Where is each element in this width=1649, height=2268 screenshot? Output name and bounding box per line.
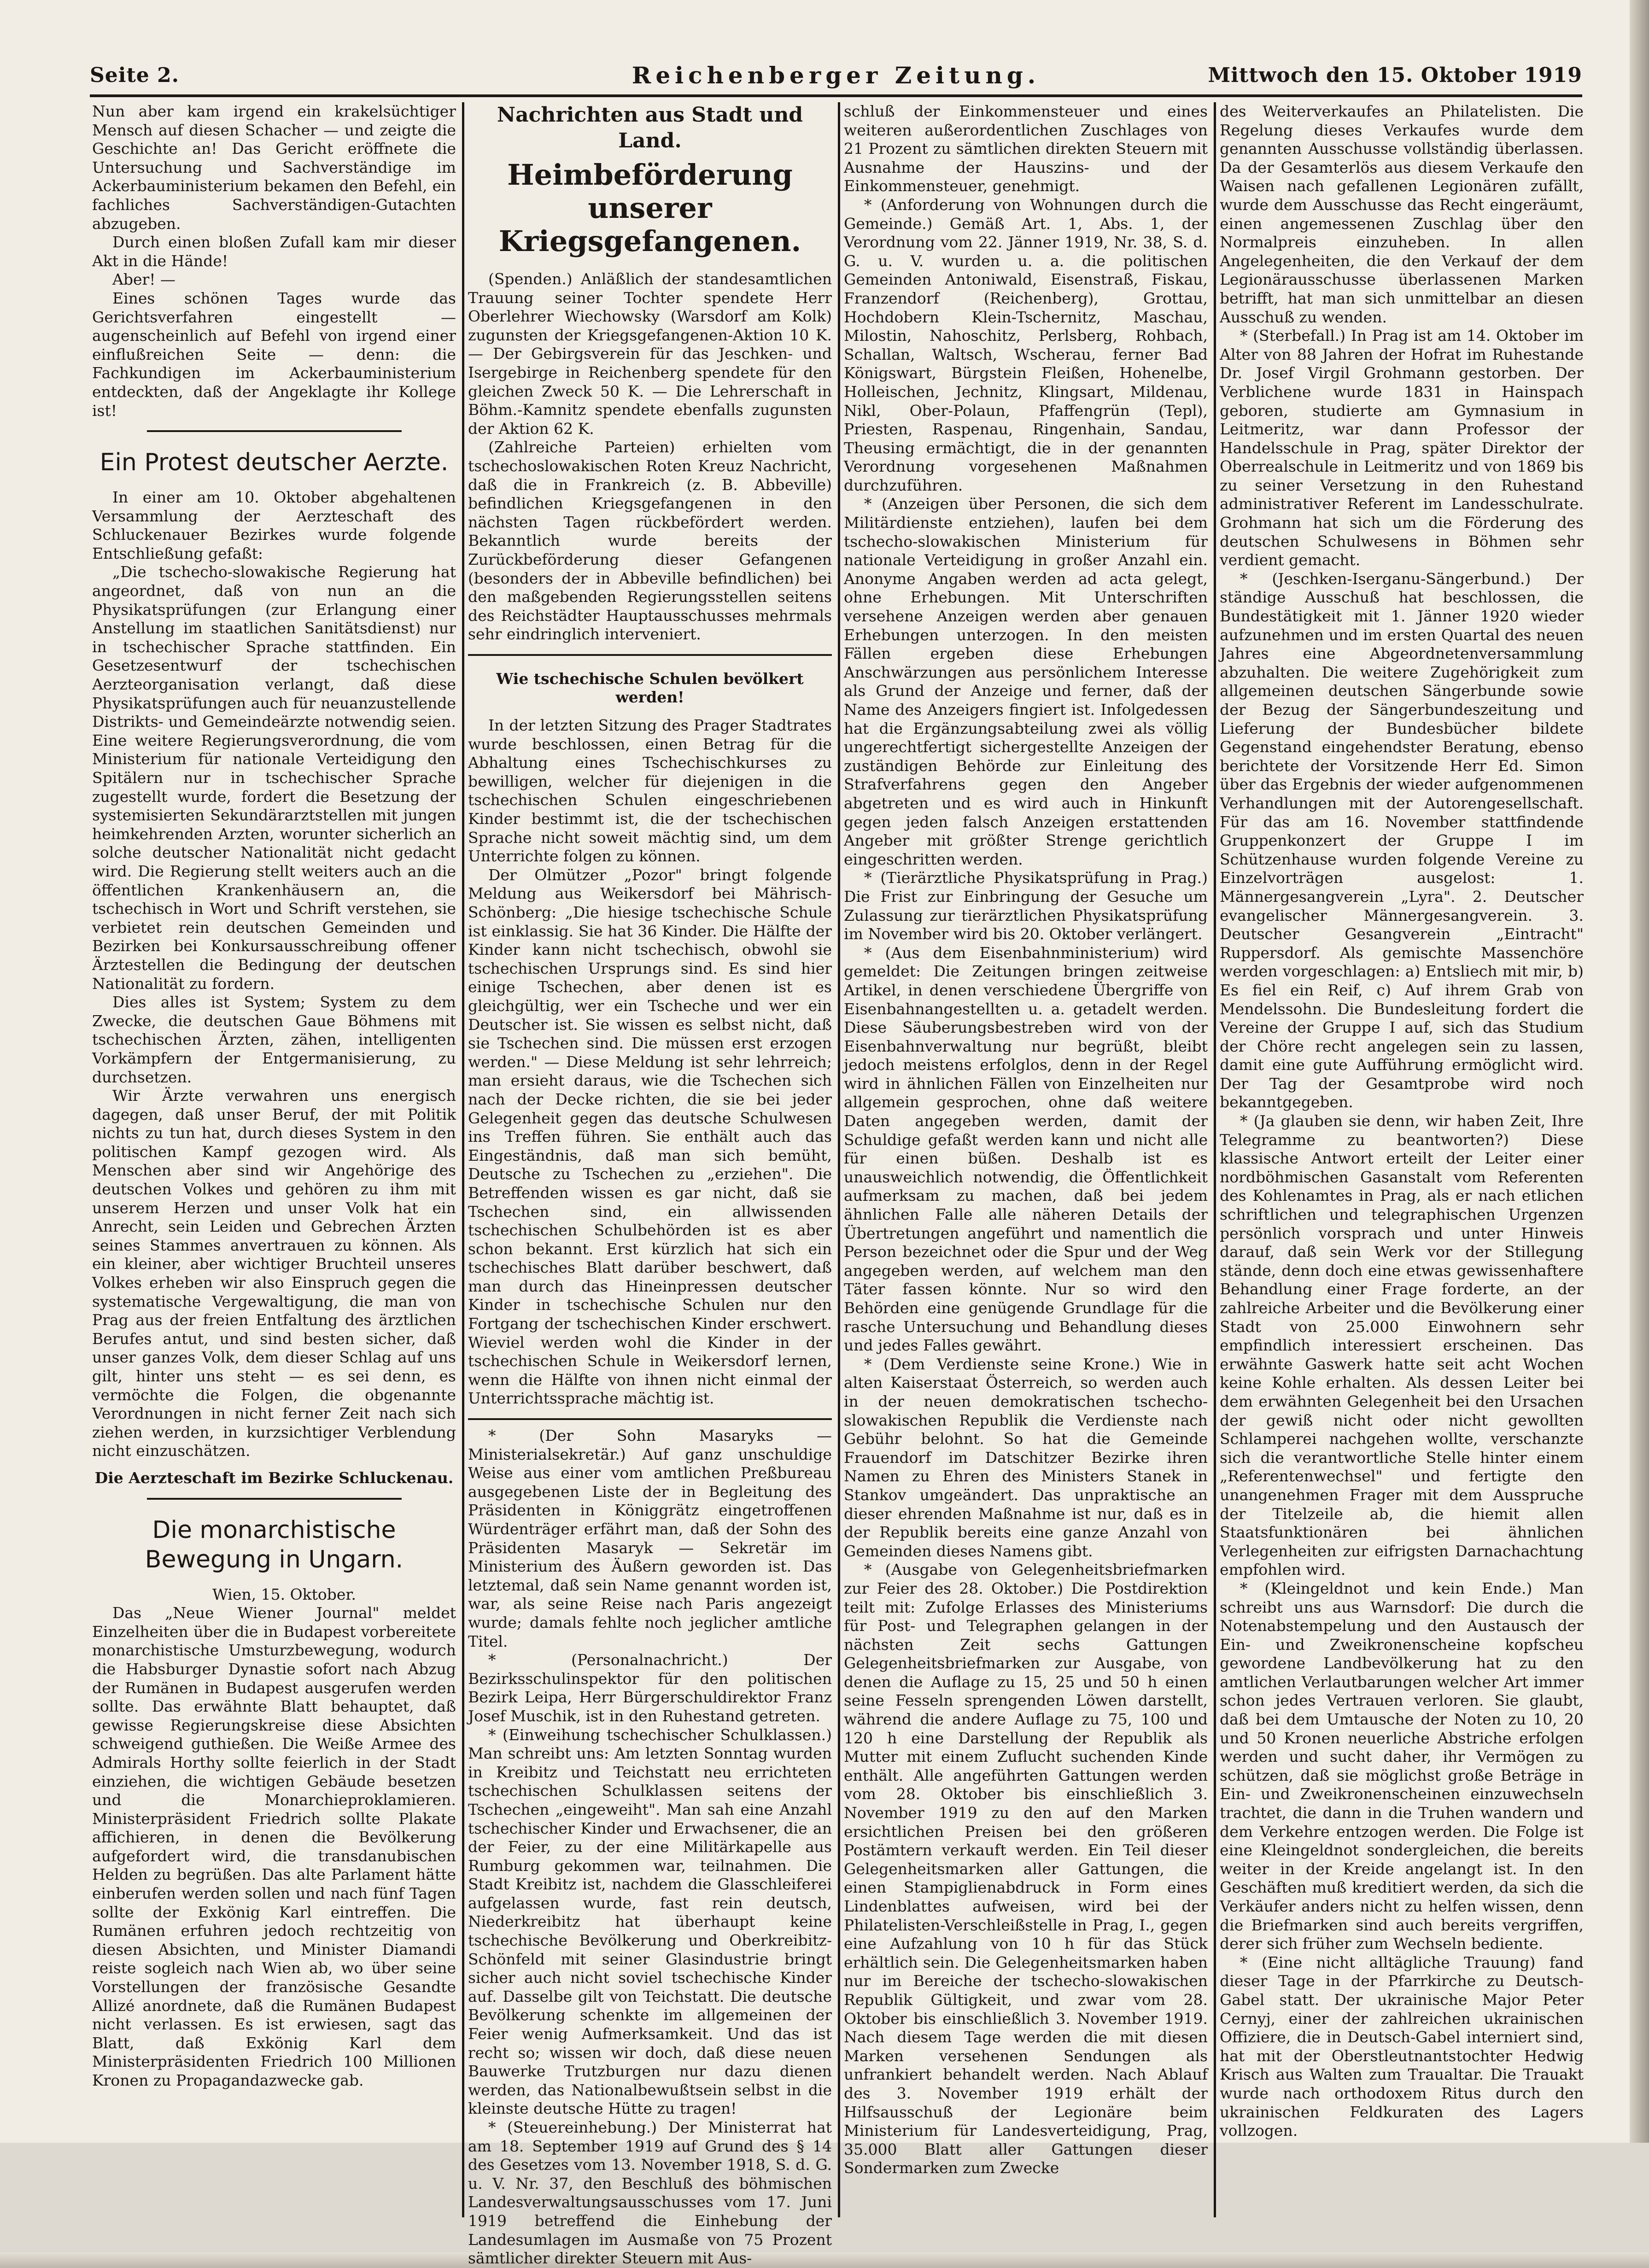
headline-pow-return: Heimbeförderung unserer Kriegsgefangenen. [498,158,801,258]
page-number: Seite 2. [90,64,180,87]
headline-monarchist-movement: Die monarchistische Bewegung in Ungarn. [145,1516,403,1573]
dateline: Wien, 15. Oktober. [212,1585,357,1603]
masthead [90,58,1582,93]
news-item: * (Personalnachricht.) Der Bezirksschulinspektor für den politischen Bezirk Leipa, Herr Bürgerschuldirektor Franz Josef Muschik, ist in den Ruhestand getreten. [468,1651,832,1725]
article-text: Eines schönen Tages wurde das Gerichtsverfahren eingestellt — augenscheinlich auf Befehl von irgend einer einflußreichen Seite — denn: die Fachkundigen im Ackerbauministerium entdeckten, daß der Angeklagte ihr Kollege ist! [92,289,456,420]
news-item: * (Aus dem Eisenbahnministerium) wird gemeldet: Die Zeitungen bringen zeitweise Artikel, in denen verschiedene Übergriffe von Eisenbahnangestellten u. a. getadelt werden. Diese Säuberungsbestreben wird von der Eisenbahnverwaltung nur begrüßt, bleibt jedoch meistens erfolglos, denn in der Regel wird in ähnlichen Fällen von Einzelheiten nur allgemein gesprochen, ohne daß weitere Daten angegeben werden, damit der Schuldige gefaßt werden kann und nicht alle für einen büßen. Deshalb ist es unausweichlich notwendig, die Öffentlichkeit aufmerksam zu machen, daß bei jedem ähnlichen Falle alle näheren Details der Übertretungen angeführt und namentlich die Person bezeichnet oder die Spur und der Weg angegeben werden, auf welchem man den Täter fassen könnte. Nur so wird den Behörden eine genügende Grundlage für die rasche Untersuchung und Behandlung dieses und jedes Falles gewährt. [844,943,1208,1355]
news-item: * (Kleingeldnot und kein Ende.) Man schreibt uns aus Warnsdorf: Die durch die Notenabstempelung und den Austausch der Ein- und Zweikronenscheine kopfscheu gewordene Landbevölkerung hat zu den amtlichen Verlautbarungen welcher Art immer schon jedes Vertrauen verloren. Sie glaubt, daß bei dem Umtausche der Noten zu 10, 20 und 50 Kronen neuerliche Abstriche erfolgen werden und sucht daher, ihr Vermögen zu schützen, daß sie möglichst große Beträge in Ein- und Zweikronenscheinen einzuwechseln trachtet, die dann in die Truhen wandern und dem Verkehre entzogen werden. Die Folge ist eine Kleingeldnot sondergleichen, die bereits weiter in der Kreide angelangt ist. In den Geschäften muß kreditiert werden, da sich die Verkäufer anders nicht zu helfen wissen, denn die Briefmarken sind auch bereits vergriffen, derer sich früher zum Wechseln bediente. [1220,1579,1584,1953]
section-rule [468,654,832,656]
article-text: „Die tschecho-slowakische Regierung hat angeordnet, daß von nun an die Physikatsprüfungen (zur Erlangung einer Anstellung im staatlichen Sanitätsdienst) nur in tschechischer Sprache stattfinden. Ein Gesetzesentwurf der tschechischen Aerzteorganisation verlangt, daß diese Physikatsprüfungen auch für neuanzustellende Distrikts- und Gemeindeärzte notwendig seien. Eine weitere Regierungsverordnung, die vom Ministerium für nationale Verteidigung den Spitälern nur in tschechischer Sprache zugestellt wurde, fordert die Besetzung der systemisierten Sekundärarztstellen mit jungen heimkehrenden Arzten, worunter sicherlich an solche deutscher Nationalität nicht gedacht wird. Die Regierung stellt weiters auch an die öffentlichen Krankenhäusern an, die tschechisch in Wort und Schrift verstehen, sie verbietet rein deutschen Gemeinden und Bezirken bei Konkursausschreibung offener Ärztestellen die Bedingung der deutschen Nationalität zu fordern. [92,563,456,993]
page-edge-right [1630,0,1649,2143]
column-2 [468,102,832,2268]
article-text: Dies alles ist System; System zu dem Zwecke, die deutschen Gaue Böhmens mit tschechischen Ärzten, zähen, intelligenten Vorkämpfern der Entgermanisierung, zu durchsetzen. [92,993,456,1086]
news-item: * (Steuereinhebung.) Der Ministerrat hat am 18. September 1919 auf Grund des § 14 des Gesetzes vom 13. November 1918, S. d. G. u. V. Nr. 37, den Beschluß des böhmischen Landesverwaltungsausschusses vom 17. Juni 1919 betreffend die Einhebung der Landesumlagen im Ausmaße von 75 Prozent sämtlicher direkter Steuern mit Aus- [468,2118,832,2268]
news-item: * (Einweihung tschechischer Schulklassen.) Man schreibt uns: Am letzten Sonntag wurden in Kreibitz und Teichstatt neu errichteten tschechischen Schulklassen seitens der Tschechen „eingeweiht". Man sah eine Anzahl tschechischer Kinder und Erwachsener, die an der Feier, zu der eine Militärkapelle aus Rumburg gekommen war, teilnahmen. Die Stadt Kreibitz ist, nachdem die Glasschleiferei aufgelassen wurde, fast rein deutsch, Niederkreibitz hat überhaupt keine tschechische Bevölkerung und Oberkreibitz-Schönfeld mit seiner Glasindustrie bringt sicher auch nicht soviel tschechische Kinder auf. Dasselbe gilt von Teichstatt. Die deutsche Bevölkerung schenkte im allgemeinen der Feier wenig Aufmerksamkeit. Und das ist recht so; wissen wir doch, daß diese neuen Bauwerke Trutzburgen nur dazu dienen werden, das Nationalbewußtsein selbst in die kleinste deutsche Hütte zu tragen! [468,1725,832,2118]
article-text: Das „Neue Wiener Journal" meldet Einzelheiten über die in Budapest vorbereitete monarchistische Umsturzbewegung, wodurch die Habsburger Dynastie sofort nach Abzug der Rumänen in Budapest ausgerufen werden sollte. Das erwähnte Blatt behauptet, daß gewisse Regierungskreise diese Absichten schweigend guthießen. Die Weiße Armee des Admirals Horthy sollte feierlich in der Stadt einziehen, die wichtigen Gebäude besetzen und die Monarchieproklamieren. Ministerpräsident Friedrich sollte Plakate affichieren, in denen die Bevölkerung aufgefordert wird, die transdanubischen Helden zu begrüßen. Das alte Parlament hätte einberufen werden sollen und nach fünf Tagen sollte der Exkönig Karl eintreffen. Die Rumänen erfuhren jedoch rechtzeitig von diesen Absichten, und Minister Diamandi reiste sogleich nach Wien ab, wo über seine Vorstellungen der französische Gesandte Allizé anordnete, daß die Rumänen Budapest nicht verlassen. Es ist erwiesen, sagt das Blatt, daß Exkönig Karl dem Ministerpräsidenten Friedrich 100 Millionen Kronen zu Propagandazwecke gab. [92,1604,456,2089]
column-4 [1220,102,1584,2217]
article-text: Der Olmützer „Pozor" bringt folgende Meldung aus Weikersdorf bei Mährisch-Schönberg: „Die hiesige tschechische Schule ist einklassig. Sie hat 36 Kinder. Die Hälfte der Kinder kann nicht tschechisch, obwohl sie tschechischen Ursprungs sind. Es sind hier einige Tschechen, aber denen ist es gleichgültig, wer ein Tscheche und wer ein Deutscher ist. Sie wissen es selbst nicht, daß sie Tschechen sind. Die müssen erst erzogen werden." — Diese Meldung ist sehr lehrreich; man ersieht daraus, wie die Tschechen sich nach der Decke richten, die sie bei jeder Gelegenheit gegen das deutsche Schulwesen ins Treffen führen. Sie enthält auch das Eingeständnis, daß man sich bemüht, Deutsche zu Tschechen zu „erziehen". Die Betreffenden wissen es gar nicht, daß sie Tschechen sind, ein allwissenden tschechischen Schulbehörden ist es aber schon bekannt. Erst kürzlich hat sich ein tschechisches Blatt darüber beschwert, daß man durch das Hineinpressen deutscher Kinder in tschechische Schulen nur den Fortgang der tschechischen Kinder erschwert. Wieviel werden wohl die Kinder in der tschechischen Schule in Weikersdorf lernen, wenn die Hälfte von ihnen nicht einmal der Unterrichtssprache mächtig ist. [468,865,832,1408]
article-text: Aber! — [112,270,176,289]
article-text: Wir Ärzte verwahren uns energisch dagegen, daß unser Beruf, der mit Politik nichts zu tun hat, durch dieses System in den politischen Kampf gezogen wird. Als Menschen aber sind wir Angehörige des deutschen Volkes und gehören zu ihm mit unserem Herzen und unser Volk hat ein Anrecht, sein Leiden und Gebrechen Ärzten seines Stammes anvertrauen zu können. Als ein kleiner, aber wichtiger Bruchteil unseres Volkes erheben wir also Einspruch gegen die systematische Vergewaltigung, die man von Prag aus der freien Entfaltung des ärztlichen Berufes antut, und sind besten sicher, daß unser ganzes Volk, dem dieser Schlag auf uns gilt, hinter uns steht — es sei denn, es vermöchte die Folgen, die obgenannte Verordnungen in nicht ferner Zeit nach sich ziehen werden, in kurzsichtiger Verblendung nicht einzuschätzen. [92,1087,456,1460]
news-item: * (Sterbefall.) In Prag ist am 14. Oktober im Alter von 88 Jahren der Hofrat im Ruhestande Dr. Josef Virgil Grohmann gestorben. Der Verblichene wurde 1831 in Hainspach geboren, studierte am Gymnasium in Leitmeritz, war dann Professor der Handelsschule in Prag, später Direktor der Oberrealschule in Leitmeritz und von 1869 bis zu seiner Versetzung in den Ruhestand administrativer Referent im Landesschulrate. Grohmann hat sich um die Förderung des deutschen Schulwesens in Böhmen sehr verdient gemacht. [1220,327,1584,569]
section-rule [147,1498,402,1500]
article-text: In der letzten Sitzung des Prager Stadtrates wurde beschlossen, einen Betrag für die Abhaltung eines Tschechischkurses zu bewilligen, welcher für diejenigen in die tschechischen Schulen eingeschriebenen Kinder bestimmt ist, die der tschechischen Sprache nicht soweit mächtig sind, um dem Unterrichte folgen zu können. [468,716,832,865]
news-item: * (Dem Verdienste seine Krone.) Wie in alten Kaiserstaat Österreich, so werden auch in der neuen demokratischen tschecho-slowakischen Republik die Verdienste nach Gebühr belohnt. So hat die Gemeinde Frauendorf im Datschitzer Bezirke ihren Namen zu Ehren des Ministers Stanek in Stankov umgeändert. Das unpraktische an dieser ehrenden Maßnahme ist nur, daß es in der Republik bereits eine ganze Anzahl von Gemeinden dieses Namens gibt. [844,1355,1208,1560]
article-text: (Spenden.) Anläßlich der standesamtlichen Trauung seiner Tochter spendete Herr Oberlehrer Wiechowsky (Warsdorf am Kolk) zugunsten der Kriegsgefangenen-Aktion 10 K. — Der Gebirgsverein für das Jeschken- und Isergebirge in Reichenberg spendete für den gleichen Zweck 50 K. — Die Lehrerschaft in Böhm.-Kamnitz spendete ebenfalls zugunsten der Aktion 62 K. [468,270,832,438]
news-item: schluß der Einkommensteuer und eines weiteren außerordentlichen Zuschlages von 21 Prozent zu sämtlichen direkten Steuern mit Ausnahme der Hauszins- und der Einkommensteuer, genehmigt. [844,102,1208,195]
news-item: * (Eine nicht alltägliche Trauung) fand dieser Tage in der Pfarrkirche zu Deutsch-Gabel statt. Der ukrainische Major Peter Cernyj, einer der zahlreichen ukrainischen Offiziere, die in Deutsch-Gabel interniert sind, hat mit der Oberstleutnantstochter Hedwig Krisch aus Walten zum Traualtar. Die Trauakt wurde nach orthodoxem Ritus durch den ukrainischen Feldkuraten des Lagers vollzogen. [1220,1953,1584,2140]
news-item: * (Jeschken-Iserganu-Sängerbund.) Der ständige Ausschuß hat beschlossen, die Bundestätigkeit mit 1. Jänner 1920 wieder aufzunehmen und im ersten Quartal des neuen Jahres eine Abgeordnetenversammlung abzuhalten. Die weitere Zugehörigkeit zum allgemeinen deutschen Sängerbunde sowie der Bezug der Sängerbundeszeitung und Lieferung der Bundesbücher bildete Gegenstand eingehendster Beratung, ebenso berichtete der Vorsitzende Herr Ed. Simon über das Ergebnis der wieder aufgenommenen Verhandlungen mit der Autorengesellschaft. Für das am 16. November stattfindende Gruppenkonzert der Gruppe I im Schützenhause wurden folgende Vereine zu Einzelvorträgen ausgelost: 1. Männergesangverein „Lyra". 2. Deutscher evangelischer Männergesangverein. 3. Deutscher Gesangverein „Eintracht" Ruppersdorf. Als gemischte Massenchöre werden vorgeschlagen: a) Entsliech mit mir, b) Es fiel ein Reif, c) Auf ihrem Grab von Mendelssohn. Die Bundesleitung fordert die Vereine der Gruppe I auf, sich das Studium der Chöre recht angelegen sein zu lassen, damit eine gute Aufführung ermöglicht wird. Der Tag der Gesamtprobe wird noch bekanntgegeben. [1220,569,1584,1111]
column-separator [462,102,464,2217]
section-heading-local-news: Nachrichten aus Stadt und Land. [497,103,803,152]
issue-date: Mittwoch den 15. Oktober 1919 [1208,64,1582,87]
section-rule [468,1418,832,1420]
section-rule [147,430,402,432]
headline-czech-schools: Wie tschechische Schulen bevölkert werden! [496,669,804,707]
headline-aerzte-protest: Ein Protest deutscher Aerzte. [99,449,449,477]
news-item: * (Ausgabe von Gelegenheitsbriefmarken zur Feier des 28. Oktober.) Die Postdirektion teilt mit: Zufolge Erlasses des Ministeriums für Post- und Telegraphen gelangen in der nächsten Zeit sechs Gattungen Gelegenheitsbriefmarken zur Ausgabe, von denen die Auflage zu 15, 25 und 50 h einen seine Fesseln sprengenden Löwen darstellt, während die andere Auflage zu 75, 100 und 120 h eine Darstellung der Republik als Mutter mit einem Zuflucht suchenden Kinde enthält. Alle angeführten Gattungen werden vom 28. Oktober bis einschließlich 3. November 1919 zu den auf den Marken ersichtlichen Preisen bei den größeren Postämtern verkauft werden. Ein Teil dieser Gelegenheitsmarken aller Gattungen, die einen Stampiglienabdruck in Form eines Lindenblattes aufweisen, wird bei der Philatelisten-Verschleißstelle in Prag, I., gegen eine Aufzahlung von 10 h für das Stück erhältlich sein. Die Gelegenheitsmarken haben nur im Bereiche der tschecho-slowakischen Republik Gültigkeit, und zwar vom 28. Oktober bis einschließlich 3. November 1919. Nach diesem Tage werden die mit diesen Marken versehenen Sendungen als unfrankiert behandelt werden. Nach Ablauf des 3. November 1919 erhält der Hilfsausschuß der Legionäre beim Ministerium für Landesverteidigung, Prag, 35.000 Blatt aller Gattungen dieser Sondermarken zum Zwecke [844,1561,1208,2177]
column-3 [844,102,1208,2217]
column-1 [92,102,456,2217]
article-text: In einer am 10. Oktober abgehaltenen Versammlung der Aerzteschaft des Schluckenauer Bezirkes wurde folgende Entschließung gefaßt: [92,488,456,562]
masthead-rule [90,94,1582,97]
article-signature: Die Aerzteschaft im Bezirke Schluckenau. [94,1468,454,1487]
news-item: des Weiterverkaufes an Philatelisten. Die Regelung dieses Verkaufes wurde dem genannten Ausschusse vollständig überlassen. Da der Gesamterlös aus diesem Verkaufe den Waisen nach gefallenen Legionären zufällt, wurde dem Ausschusse das Recht eingeräumt, einen angemessenen Zuschlag über den Normalpreis einzuheben. In allen Angelegenheiten, die den Verkauf der dem Legionärausschusse überlassenen Marken betrifft, hat man sich unmittelbar an diesen Ausschuß zu wenden. [1220,102,1584,326]
news-item: * (Anzeigen über Personen, die sich dem Militärdienste entziehen), laufen bei dem tschecho-slowakischen Ministerium für nationale Verteidigung in großer Anzahl ein. Anonyme Angaben werden ad acta gelegt, ohne Erhebungen. Mit Unterschriften versehene Anzeigen werden aber genauen Erhebungen unterzogen. In den meisten Fällen ergeben diese Erhebungen Anschwärzungen aus persönlichem Interesse als Grund der Anzeige und ferner, daß der Name des Anzeigers fingiert ist. Infolgedessen hat die Ergänzungsabteilung zwei als völlig ungerechtfertigt sichergestellte Anzeigen der zuständigen Behörde zur Einleitung des Strafverfahrens gegen den Angeber abgetreten und es wird auch in Hinkunft gegen jeden falsch Anzeigen erstattenden Angeber mit größter Strenge gerichtlich eingeschritten werden. [844,495,1208,868]
news-item: * (Anforderung von Wohnungen durch die Gemeinde.) Gemäß Art. 1, Abs. 1, der Verordnung vom 22. Jänner 1919, Nr. 38, S. d. G. u. V. wurden u. a. die politischen Gemeinden Antoniwald, Eisenstraß, Fiskau, Franzendorf (Reichenberg), Grottau, Hochdobern Klein-Tschernitz, Maschau, Milostin, Nahoschitz, Perlsberg, Rohbach, Schallan, Waltsch, Wscherau, ferner Bad Königswart, Bürgstein Fleißen, Hohenelbe, Holleischen, Jechnitz, Klingsart, Mildenau, Nikl, Ober-Polaun, Pfaffengrün (Tepl), Priesten, Raspenau, Ringenhain, Sandau, Theusing ermächtigt, die in der genannten Verordnung vorgesehenen Maßnahmen durchzuführen. [844,195,1208,494]
newspaper-title: Reichenberger Zeitung. [632,62,1041,89]
column-separator [1214,102,1216,2217]
news-item: * (Ja glauben sie denn, wir haben Zeit, Ihre Telegramme zu beantworten?) Diese klassische Antwort erteilt der Leiter einer nordböhmischen Gasanstalt vom Referenten des Kohlenamtes in Prag, als er nach etlichen schriftlichen und telegraphischen Urgenzen persönlich vorsprach und unter Hinweis darauf, daß sein Werk vor der Stillegung stände, denn doch eine etwas gewissenhaftere Behandlung einer Frage forderte, an der zahlreiche Arbeiter und die Bevölkerung einer Stadt von 25.000 Einwohnern sehr empfindlich interessiert erscheinen. Das erwähnte Gaswerk hatte seit acht Wochen keine Kohle erhalten. Als dessen Leiter bei dem erwähnten Gelegenheit bei den Ursachen der gewiß nicht oder nicht gewollten Schlamperei nachgehen wollte, verschanzte sich die verantwortliche Stelle hinter einem „Referentenwechsel" und fertigte den unangenehmen Frager mit dem Ausspruche der Titelzeile ab, die hiemit allen Staatsfunktionären bei ähnlichen Verlegenheiten zur eifrigsten Darnachachtung empfohlen wird. [1220,1112,1584,1579]
column-separator [838,102,840,2217]
article-text: Durch einen bloßen Zufall kam mir dieser Akt in die Hände! [92,233,456,270]
news-item: * (Tierärztliche Physikatsprüfung in Prag.) Die Frist zur Einbringung der Gesuche um Zulassung zur tierärztlichen Physikatsprüfung im November wird bis 20. Oktober verlängert. [844,869,1208,943]
article-text: Nun aber kam irgend ein krakelsüchtiger Mensch auf diesen Schacher — und zeigte die Geschichte an! Das Gericht eröffnete die Untersuchung und Sachverständige im Ackerbauministerium bekamen den Befehl, ein fachliches Sachverständigen-Gutachten abzugeben. [92,102,456,233]
news-item: * (Der Sohn Masaryks — Ministerialsekretär.) Auf ganz unschuldige Weise aus einer vom amtlichen Preßbureau ausgegebenen Liste der in Begleitung des Präsidenten in Königgrätz eingetroffenen Würdenträger erfährt man, daß der Sohn des Präsidenten Masaryk — Sekretär im Ministerium des Äußern geworden ist. Das letztemal, daß sein Name genannt worden ist, war, als seine Reise nach Paris angezeigt wurde; damals fehlte noch jeglicher amtliche Titel. [468,1426,832,1650]
article-text: (Zahlreiche Parteien) erhielten vom tschechoslowakischen Roten Kreuz Nachricht, daß die in Frankreich (z. B. Abbeville) befindlichen Kriegsgefangenen in den nächsten Tagen rückbefördert werden. Bekanntlich wurde bereits der Zurückbeförderung dieser Gefangenen (besonders der in Abbeville befindlichen) bei den maßgebenden Regierungsstellen seitens des Reichstädter Hauptausschusses mehrmals sehr eindringlich interveniert. [468,438,832,643]
